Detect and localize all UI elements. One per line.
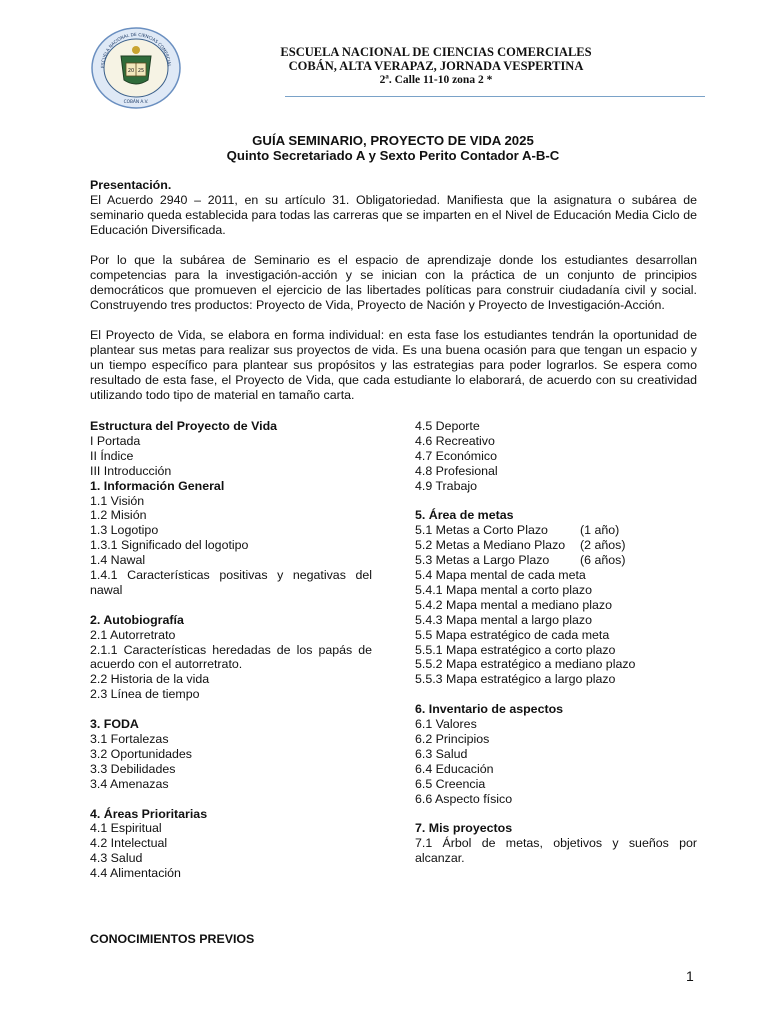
svg-text:20: 20 [127,68,135,74]
list-item: 2.1 Autorretrato [90,627,176,642]
header-divider [285,96,705,97]
list-item: 3.3 Debilidades [90,761,176,776]
presentation-paragraph-2: Por lo que la subárea de Seminario es el espacio de aprendizaje donde los estudiantes desarrollan competencias para la investigación-acción y se inician con la práctica de un conjunto de principios democráticos que promueven el ejercicio de las libertades políticas para construir ciudadanía civil y social. Construyendo tres productos: Proyecto de Vida, Proyecto de Nación y Proyecto de Investigación-Acción. [90,253,697,312]
list-item: 5.4.1 Mapa mental a corto plazo [415,582,593,597]
structure-column-left [90,419,372,881]
school-location: COBÁN, ALTA VERAPAZ, JORNADA VESPERTINA [288,59,584,73]
section-title: 2. Autobiografía [90,612,184,627]
list-item: 6.6 Aspecto físico [415,791,513,806]
structure-column-right [415,419,697,866]
school-address: 2ª. Calle 11-10 zona 2 * [379,74,493,86]
list-item: 4.3 Salud [90,851,143,866]
list-item: 4.1 Espiritual [90,821,162,836]
school-seal-logo [90,26,182,110]
document-title [90,133,696,163]
school-name: ESCUELA NACIONAL DE CIENCIAS COMERCIALES [280,45,592,59]
list-item: 1.3 Logotipo [90,523,159,538]
list-item: 4.4 Alimentación [90,866,181,881]
list-item: 2.1.1 Características heredadas de los papás de acuerdo con el autorretrato. [90,642,372,672]
list-item: 4.2 Intelectual [90,836,168,851]
list-item: 4.9 Trabajo [415,478,477,493]
list-item: 5.4.2 Mapa mental a mediano plazo [415,597,612,612]
next-section-heading: CONOCIMIENTOS PREVIOS [90,932,255,946]
list-item: 3.4 Amenazas [90,776,169,791]
list-item: 6.2 Principios [415,732,490,746]
section-title: 5. Área de metas [415,508,514,523]
section-title: 4. Áreas Prioritarias [90,806,208,821]
section-title: 3. FODA [90,717,139,732]
presentation-heading: Presentación. [90,178,172,192]
goal-label: 5.2 Metas a Mediano Plazo [415,538,566,553]
list-item: 3.2 Oportunidades [90,746,192,761]
list-item: 6.4 Educación [415,761,494,776]
list-item: 5.5 Mapa estratégico de cada meta [415,627,610,642]
list-item: 5.5.1 Mapa estratégico a corto plazo [415,642,616,657]
school-header [228,45,644,87]
list-item: 6.1 Valores [415,717,477,732]
list-item: 4.6 Recreativo [415,433,495,448]
list-item: 2.2 Historia de la vida [90,672,210,687]
title-line-1: GUÍA SEMINARIO, PROYECTO DE VIDA 2025 [252,133,534,148]
list-item: 1.1 Visión [90,493,145,508]
svg-text:ESCUELA NACIONAL DE CIENCIAS C: ESCUELA NACIONAL DE CIENCIAS COMERCIAL [100,32,171,69]
list-item: 5.4 Mapa mental de cada meta [415,568,586,583]
list-item: 4.7 Económico [415,448,497,463]
list-item: 6.3 Salud [415,746,468,761]
list-item: 4.5 Deporte [415,419,480,433]
list-item: III Introducción [90,463,172,478]
goal-label: 5.3 Metas a Largo Plazo [415,553,550,568]
list-item [415,523,697,538]
list-item: II Índice [90,448,134,463]
section-title: 6. Inventario de aspectos [415,702,564,717]
list-item: 2.3 Línea de tiempo [90,687,200,702]
list-item: 6.5 Creencia [415,776,486,791]
goal-label: 5.1 Metas a Corto Plazo [415,523,548,538]
section-title: 7. Mis proyectos [415,821,513,836]
list-item [415,538,697,553]
list-item: 3.1 Fortalezas [90,732,169,746]
goal-duration: (6 años) [580,553,626,568]
list-item: 1.4.1 Características positivas y negativas del nawal [90,568,372,597]
list-item: 4.8 Profesional [415,463,498,478]
presentation-paragraph-1: El Acuerdo 2940 – 2011, en su artículo 31. Obligatoriedad. Manifiesta que la asignatura o subárea de seminario queda establecida para todas las carreras que se imparten en el Nivel de Educación Media Ciclo de Educación Diversificada. [90,193,697,237]
list-item: 5.5.2 Mapa estratégico a mediano plazo [415,657,636,672]
list-item: 5.4.3 Mapa mental a largo plazo [415,612,593,627]
page-number: 1 [686,968,694,984]
list-item: 1.4 Nawal [90,553,146,568]
list-item: I Portada [90,433,141,448]
list-item: 1.2 Misión [90,508,147,523]
title-line-2: Quinto Secretariado A y Sexto Perito Contador A-B-C [226,148,560,163]
list-item [415,553,697,568]
list-item: 7.1 Árbol de metas, objetivos y sueños por alcanzar. [415,836,697,866]
svg-text:COBÁN A.V.: COBÁN A.V. [123,100,149,105]
svg-text:25: 25 [137,68,145,74]
presentation-section [90,178,697,418]
section-title: 1. Información General [90,478,225,493]
structure-heading: Estructura del Proyecto de Vida [90,419,278,433]
goal-duration: (2 años) [580,538,626,553]
list-item: 1.3.1 Significado del logotipo [90,538,249,553]
goal-duration: (1 año) [580,523,620,538]
presentation-paragraph-3: El Proyecto de Vida, se elabora en forma individual: en esta fase los estudiantes tendrán la oportunidad de plantear sus metas para realizar sus proyectos de vida. Es una buena ocasión para que tengan un espacio y un tiempo específico para plantear sus propósitos y las estrategias para poder lograrlos. Se espera como resultado de esta fase, el Proyecto de Vida, que cada estudiante lo elaborará, de acuerdo con su creatividad utilizando todo tipo de material en tamaño carta. [90,328,697,402]
list-item: 5.5.3 Mapa estratégico a largo plazo [415,672,616,687]
